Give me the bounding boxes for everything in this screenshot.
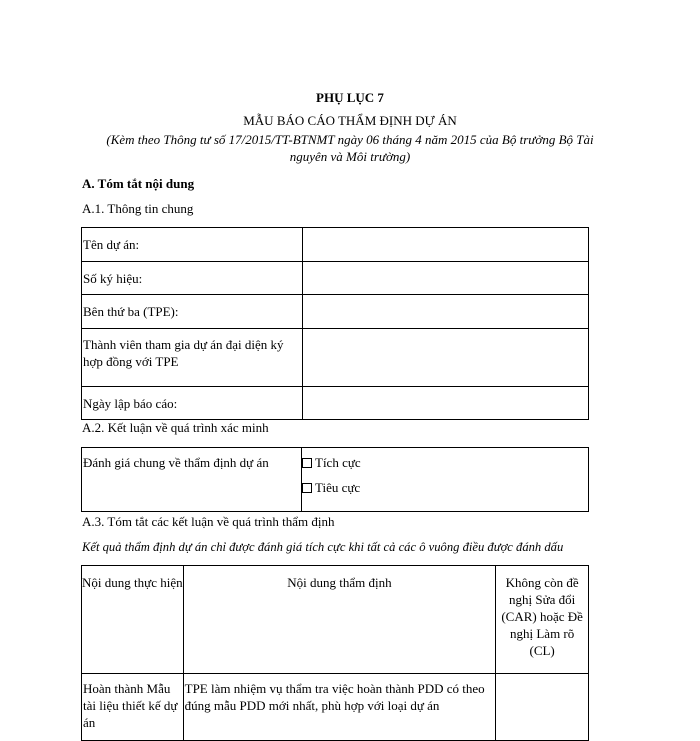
table-row xyxy=(82,228,589,262)
table-row xyxy=(82,448,589,512)
appendix-title: PHỤ LỤC 7 xyxy=(316,90,384,105)
section-a2-heading: A.2. Kết luận về quá trình xác minh xyxy=(82,420,269,435)
option-positive[interactable] xyxy=(302,454,588,479)
form-title: MẪU BÁO CÁO THẨM ĐỊNH DỰ ÁN xyxy=(243,113,457,128)
table-row xyxy=(82,295,589,329)
project-name-value[interactable] xyxy=(302,228,588,262)
table-row xyxy=(82,387,589,420)
section-a1-heading: A.1. Thông tin chung xyxy=(82,201,194,216)
report-date-value[interactable] xyxy=(302,387,588,420)
row-task: Hoàn thành Mẫu tài liệu thiết kế dự án xyxy=(82,674,184,741)
section-a3-heading: A.3. Tóm tắt các kết luận về quá trình thẩm định xyxy=(82,514,335,529)
assessment-table xyxy=(81,447,589,512)
third-party-value[interactable] xyxy=(302,295,588,329)
header-review-content: Nội dung thẩm định xyxy=(183,566,496,674)
a3-note: Kết quả thẩm định dự án chỉ được đánh giá tích cực khi tất cả các ô vuông điều được đánh dấu xyxy=(82,540,564,554)
row-status[interactable] xyxy=(496,674,589,741)
checkbox-negative[interactable] xyxy=(302,483,312,493)
header-task: Nội dung thực hiện xyxy=(82,566,184,674)
assessment-label: Đánh giá chung về thẩm định dự án xyxy=(82,448,302,512)
summary-table xyxy=(81,565,589,741)
project-member-value[interactable] xyxy=(302,329,588,387)
option-negative-label: Tiêu cực xyxy=(315,480,361,495)
checkbox-positive[interactable] xyxy=(302,458,312,468)
third-party-label: Bên thứ ba (TPE): xyxy=(82,295,303,329)
option-positive-label: Tích cực xyxy=(315,455,361,470)
reference-number-value[interactable] xyxy=(302,262,588,295)
project-name-label: Tên dự án: xyxy=(82,228,303,262)
header-no-car-cl: Không còn đề nghị Sửa đổi (CAR) hoặc Đề nghị Làm rõ (CL) xyxy=(496,566,589,674)
report-date-label: Ngày lập báo cáo: xyxy=(82,387,303,420)
general-info-table xyxy=(81,227,589,420)
assessment-options xyxy=(302,448,589,512)
table-header-row xyxy=(82,566,589,674)
table-row xyxy=(82,329,589,387)
project-member-label: Thành viên tham gia dự án đại diện ký hợp đồng với TPE xyxy=(82,329,303,387)
reference-number-label: Số ký hiệu: xyxy=(82,262,303,295)
table-row xyxy=(82,262,589,295)
table-row xyxy=(82,674,589,741)
row-review-content: TPE làm nhiệm vụ thẩm tra việc hoàn thành PDD có theo đúng mẫu PDD mới nhất, phù hợp với loại dự án xyxy=(183,674,496,741)
option-negative[interactable] xyxy=(302,479,588,504)
form-subtitle: (Kèm theo Thông tư số 17/2015/TT-BTNMT ngày 06 tháng 4 năm 2015 của Bộ trưởng Bộ Tài nguyên và Môi trường) xyxy=(106,132,594,164)
section-a-heading: A. Tóm tắt nội dung xyxy=(82,176,195,191)
